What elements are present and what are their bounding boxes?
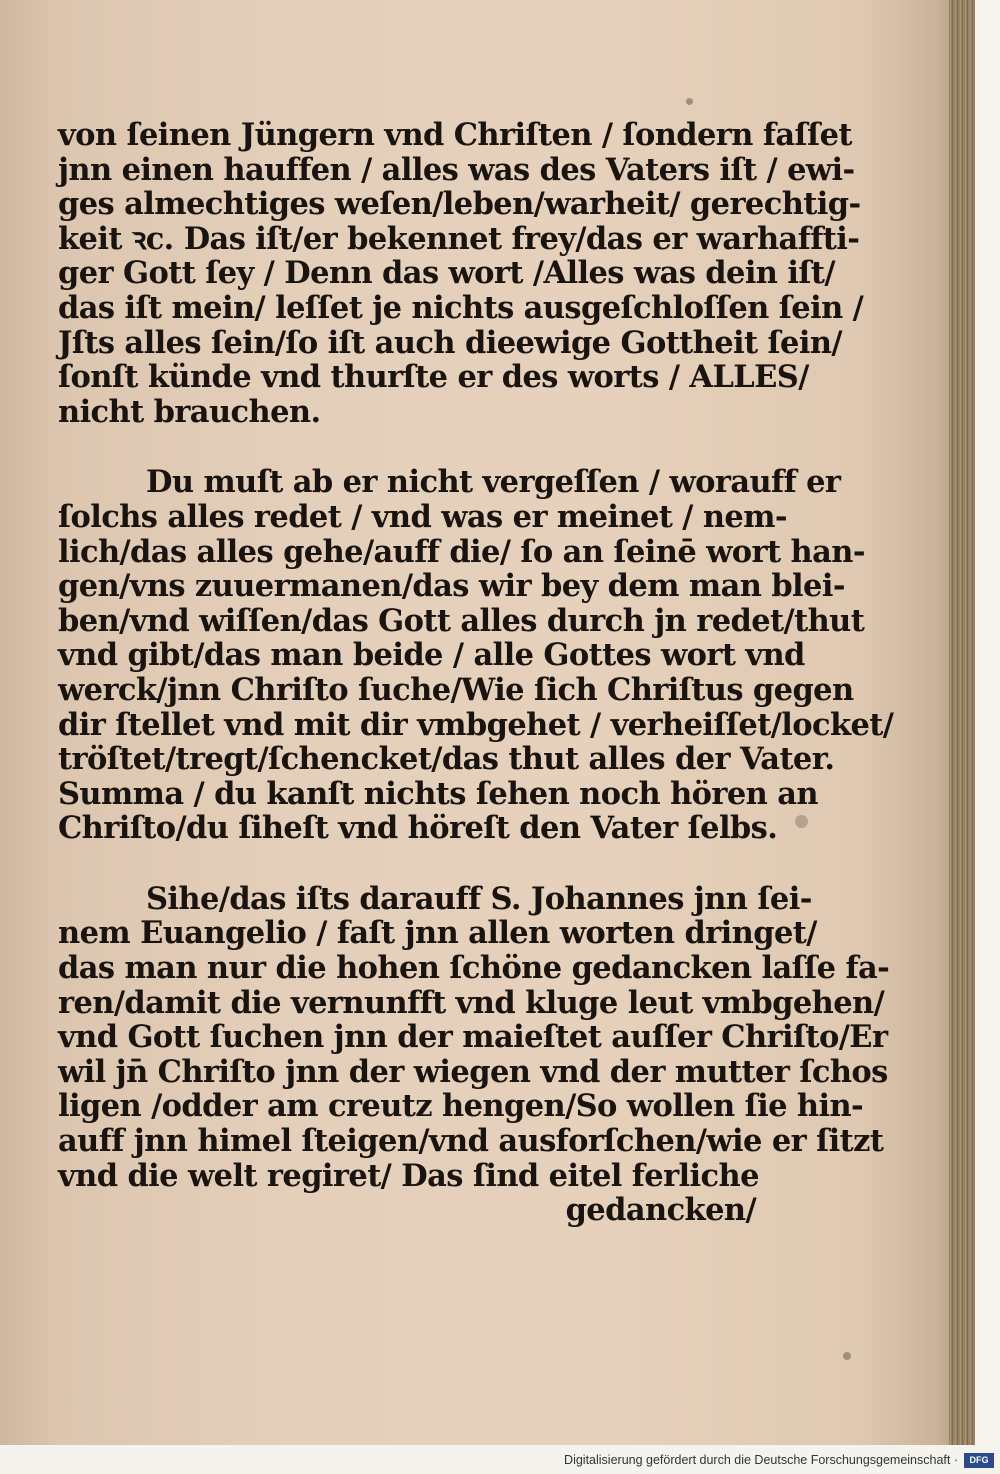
text-line: Chriſto/du ſiheſt vnd höreſt den Vater ſelbs. (58, 810, 778, 847)
text-line: vnd gibt/das man beide / alle Gottes wort vnd (58, 637, 805, 674)
text-line: ger Gott ſey / Denn das wort /Alles was dein iſt/ (58, 255, 835, 292)
text-line: nem Euangelio / faſt jnn allen worten dringet/ (58, 915, 817, 952)
text-line: Jſts alles ſein/ſo iſt auch dieewige Gottheit ſein/ (58, 324, 842, 361)
catchword: gedancken/ (565, 1192, 756, 1229)
text-line: wil jn̄ Chriſto jnn der wiegen vnd der mutter ſchos (58, 1053, 888, 1090)
page-edge (949, 0, 975, 1445)
text-line: vnd die welt regiret/ Das ſind eitel ferliche (58, 1157, 759, 1194)
text-line: keit ꝛc. Das iſt/er bekennet frey/das er warhaffti- (58, 220, 860, 257)
text-block (58, 117, 894, 1229)
text-line: dir ſtellet vnd mit dir vmbgehet / verheiſſet/locket/ (58, 706, 894, 743)
ink-spot (686, 98, 693, 105)
text-line: werck/jnn Chriſto ſuche/Wie ſich Chriſtus gegen (58, 671, 854, 708)
dfg-logo-icon: DFG (964, 1453, 994, 1468)
text-line: gen/vns zuuermanen/das wir bey dem man blei- (58, 568, 845, 605)
text-line: nicht brauchen. (58, 393, 321, 430)
text-line: Sihe/das iſts darauff S. Johannes jnn ſei- (146, 880, 812, 917)
ink-spot (843, 1352, 851, 1360)
paragraph-2 (58, 464, 894, 847)
text-line: das iſt mein/ leſſet je nichts ausgeſchloſſen ſein / (58, 289, 864, 326)
text-line: tröſtet/tregt/ſchencket/das thut alles der Vater. (58, 741, 835, 778)
text-line: ligen /odder am creutz hengen/So wollen ſie hin- (58, 1088, 864, 1125)
text-line: ſolchs alles redet / vnd was er meinet / nem- (58, 498, 787, 535)
paragraph-1 (58, 117, 864, 430)
text-line: das man nur die hohen ſchöne gedancken laſſe fa- (58, 950, 890, 987)
text-line: Summa / du kanſt nichts ſehen noch hören an (58, 775, 818, 812)
text-line: jnn einen hauffen / alles was des Vaters iſt / ewi- (58, 151, 855, 188)
text-line: ben/vnd wiſſen/das Gott alles durch jn redet/thut (58, 602, 865, 639)
text-line: auff jnn himel ſteigen/vnd ausforſchen/wie er ſitzt (58, 1123, 884, 1160)
text-line: ges almechtiges weſen/leben/warheit/ gerechtig- (58, 186, 861, 223)
text-line: lich/das alles gehe/auff die/ ſo an ſeinē wort han- (58, 533, 865, 570)
text-line: ſonſt künde vnd thurſte er des worts / ALLES/ (58, 359, 809, 396)
text-line: vnd Gott ſuchen jnn der maieſtet auſſer Chriſto/Er (58, 1019, 888, 1056)
text-line: Du muſt ab er nicht vergeſſen / worauff er (146, 464, 841, 501)
text-line: ren/damit die vernunfft vnd kluge leut vmbgehen/ (58, 984, 885, 1021)
paragraph-3 (58, 880, 890, 1194)
text-line: von ſeinen Jüngern vnd Chriſten / ſondern faſſet (58, 117, 852, 153)
funding-credit: Digitalisierung gefördert durch die Deutsche Forschungsgemeinschaft · (564, 1453, 958, 1467)
